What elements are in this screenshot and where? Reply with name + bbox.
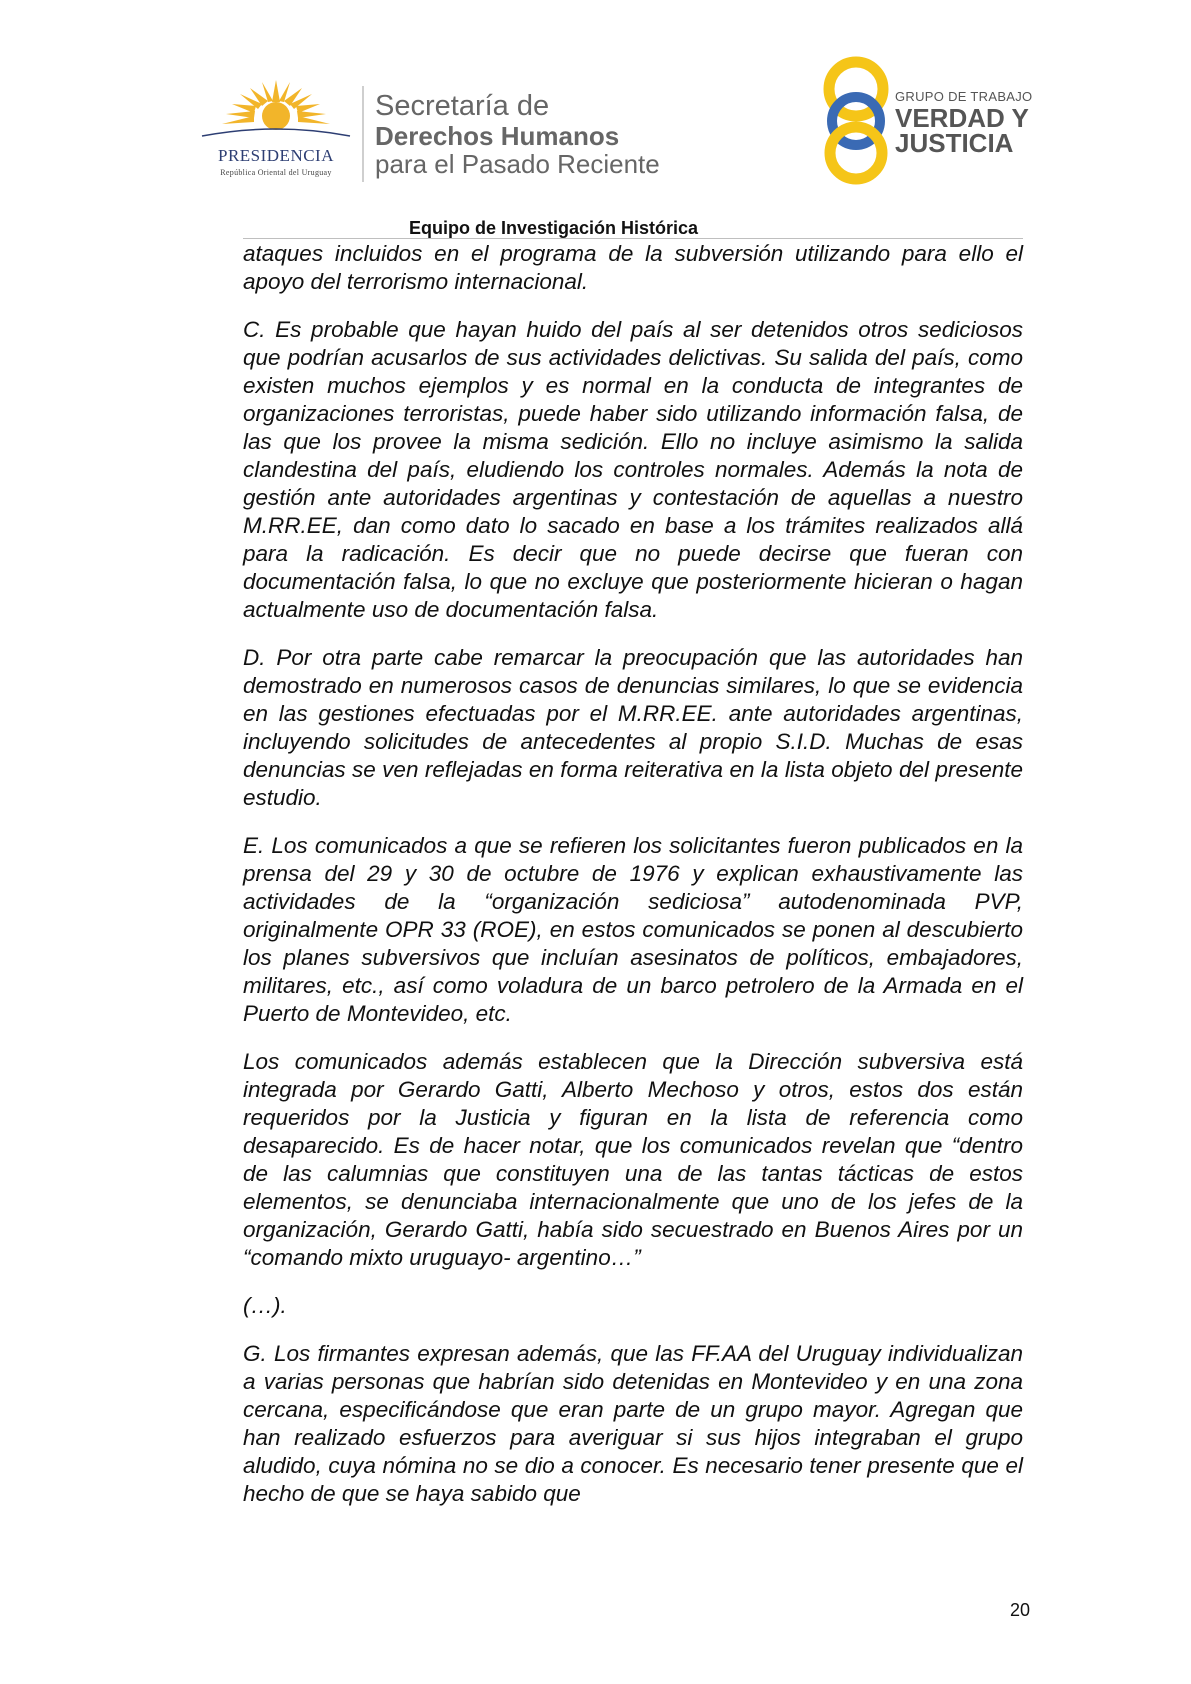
verdad-justicia-logo: [820, 55, 1033, 185]
paragraph-g: G. Los firmantes expresan además, que las FF.AA del Uruguay individualizan a varias personas que habrían sido detenidas en Montevideo y en una zona cercana, especificándose que eran parte de un grupo mayor. Agregan que han realizado esfuerzos para averiguar si sus hijos integraban el grupo aludido, cuya nómina no se dio a conocer. Es necesario tener presente que el hecho de que se haya sabido que: [243, 1341, 1023, 1506]
secretaria-line-3: para el Pasado Reciente: [375, 149, 660, 179]
paragraph-comunicados: Los comunicados además establecen que la Dirección subversiva está integrada por Gerardo Gatti, Alberto Mechoso y otros, estos dos están requeridos por la Justicia y figuran en la lista de referencia como desaparecido. Es de hacer notar, que los comunicados revelan que “dentro de las calumnias que constituyen una de las tantas tácticas de estos elementos, se denunciaba internacionalmente que uno de los jefes de la organización, Gerardo Gatti, había sido secuestrado en Buenos Aires por un “comando mixto uruguayo- argentino…”: [243, 1049, 1023, 1270]
team-title: [0, 218, 1191, 239]
paragraph-intro: ataques incluidos en el programa de la subversión utilizando para ello el apoyo del terrorismo internacional.: [243, 241, 1023, 294]
sun-emblem-icon: [192, 78, 360, 148]
linked-rings-icon: [820, 55, 892, 185]
team-title-text: Equipo de Investigación Histórica: [408, 218, 699, 238]
justicia-label: JUSTICIA: [895, 128, 1014, 158]
secretaria-line-1: Secretaría de: [375, 90, 550, 122]
page-header: [0, 0, 1191, 238]
paragraph-e: E. Los comunicados a que se refieren los solicitantes fueron publicados en la prensa del 29 y 30 de octubre de 1976 y explican exhaustivamente las actividades de la “organización sediciosa” autodenominada PVP, originalmente OPR 33 (ROE), en estos comunicados se ponen al descubierto los planes subversivos que incluían asesinatos de políticos, embajadores, militares, etc., así como voladura de un barco petrolero de la Armada en el Puerto de Montevideo, etc.: [243, 833, 1023, 1026]
paragraph-ellipsis: (…).: [243, 1293, 287, 1318]
presidencia-name: PRESIDENCIA: [217, 146, 334, 165]
document-body: [243, 240, 1023, 1528]
secretaria-logo-text: [375, 90, 660, 178]
verdad-label: VERDAD Y: [895, 103, 1029, 133]
header-rule: [243, 238, 1023, 239]
page-number: 20: [1009, 1600, 1030, 1620]
presidencia-subtitle: República Oriental del Uruguay: [220, 168, 332, 177]
header-divider: [362, 86, 364, 182]
paragraph-c: C. Es probable que hayan huido del país al ser detenidos otros sediciosos que podrían acusarlos de sus actividades delictivas. Su salida del país, como existen muchos ejemplos y es normal en la conducta de integrantes de organizaciones terroristas, puede haber sido utilizando información falsa, de las que los provee la misma sedición. Ello no incluye asimismo la salida clandestina del país, eludiendo los controles normales. Además la nota de gestión ante autoridades argentinas y contestación de aquellas a nuestro M.RR.EE, dan como dato lo sacado en base a los trámites realizados allá para la radicación. Es decir que no puede decirse que fueran con documentación falsa, lo que no excluye que posteriormente hicieran o hagan actualmente uso de documentación falsa.: [243, 317, 1023, 622]
grupo-label: GRUPO DE TRABAJO: [895, 89, 1033, 104]
paragraph-d: D. Por otra parte cabe remarcar la preocupación que las autoridades han demostrado en numerosos casos de denuncias similares, lo que se evidencia en las gestiones efectuadas por el M.RR.EE. ante autoridades argentinas, incluyendo solicitudes de antecedentes al propio S.I.D. Muchas de esas denuncias se ven reflejadas en forma reiterativa en la lista objeto del presente estudio.: [243, 645, 1023, 810]
secretaria-line-2: Derechos Humanos: [375, 121, 620, 151]
presidencia-logo: [192, 78, 360, 186]
